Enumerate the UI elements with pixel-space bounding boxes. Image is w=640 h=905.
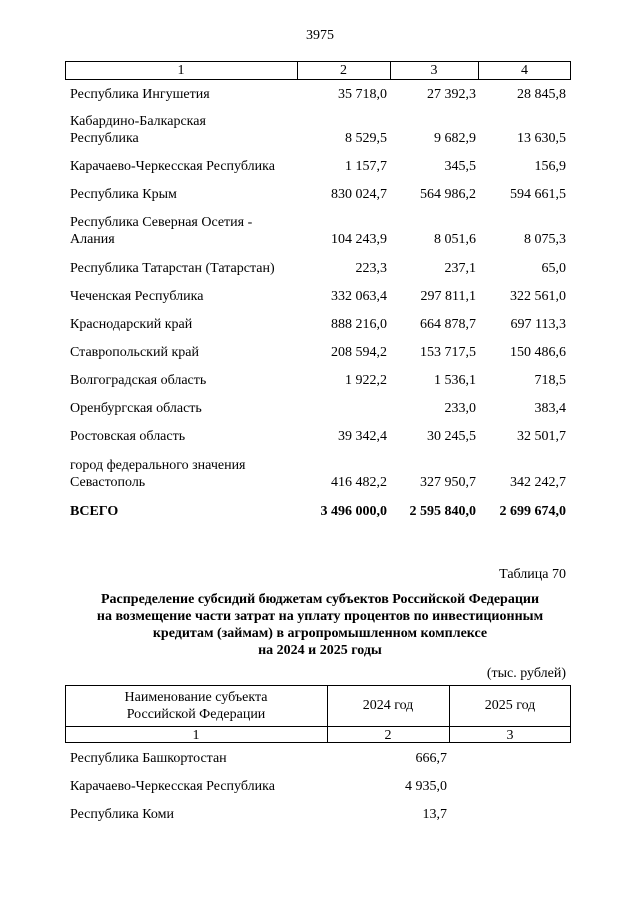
table70-colnum-3: 3 bbox=[506, 728, 514, 743]
region-name-cont: Республика bbox=[70, 131, 139, 146]
value-col3: 9 682,9 bbox=[434, 131, 476, 146]
region-name: город федерального значения bbox=[70, 458, 246, 473]
region-name: Республика Северная Осетия - bbox=[70, 215, 253, 230]
value-col2: 208 594,2 bbox=[331, 345, 387, 360]
table1-colnum-2: 2 bbox=[340, 63, 347, 78]
table-label: Таблица 70 bbox=[499, 567, 566, 582]
total-label: ВСЕГО bbox=[70, 504, 119, 519]
header-col3: 2025 год bbox=[484, 698, 536, 713]
value-col2: 888 216,0 bbox=[331, 317, 387, 332]
title-line: на 2024 и 2025 годы bbox=[258, 643, 382, 658]
title-line: на возмещение части затрат на уплату процентов по инвестиционным bbox=[96, 609, 544, 624]
region-name: Чеченская Республика bbox=[70, 289, 204, 304]
total-col2: 3 496 000,0 bbox=[320, 504, 387, 519]
title-line: Распределение субсидий бюджетам субъектов Российской Федерации bbox=[100, 592, 540, 607]
region-name: Оренбургская область bbox=[70, 401, 202, 416]
page-number: 3975 bbox=[306, 28, 334, 43]
value-col2: 1 922,2 bbox=[345, 373, 387, 388]
value-col4: 13 630,5 bbox=[517, 131, 566, 146]
region-name: Ставропольский край bbox=[70, 345, 199, 360]
total-col3: 2 595 840,0 bbox=[409, 504, 476, 519]
value-col3: 30 245,5 bbox=[427, 429, 476, 444]
region-name-cont: Севастополь bbox=[70, 475, 146, 490]
table1-colnum-1: 1 bbox=[177, 63, 185, 78]
value-col4: 32 501,7 bbox=[517, 429, 566, 444]
value-col2: 223,3 bbox=[355, 261, 387, 276]
value-col4: 718,5 bbox=[534, 373, 566, 388]
value-col2: 8 529,5 bbox=[345, 131, 387, 146]
value-col4: 697 113,3 bbox=[510, 317, 566, 332]
value-col4: 322 561,0 bbox=[510, 289, 566, 304]
value-col3: 1 536,1 bbox=[434, 373, 476, 388]
units-label: (тыс. рублей) bbox=[486, 666, 566, 681]
region-name: Республика Татарстан (Татарстан) bbox=[70, 261, 275, 276]
value-col3: 564 986,2 bbox=[420, 187, 476, 202]
region-name: Республика Башкортостан bbox=[70, 751, 227, 766]
value-col3: 345,5 bbox=[444, 159, 476, 174]
value-col2: 104 243,9 bbox=[331, 232, 387, 247]
total-col4: 2 699 674,0 bbox=[499, 504, 566, 519]
region-name: Карачаево-Черкесская Республика bbox=[70, 159, 275, 174]
region-name: Кабардино-Балкарская bbox=[70, 114, 206, 129]
value-col4: 28 845,8 bbox=[517, 87, 566, 102]
table1-colnum-3: 3 bbox=[430, 63, 438, 78]
value-col4: 383,4 bbox=[534, 401, 566, 416]
value-col4: 342 242,7 bbox=[510, 475, 566, 490]
region-name: Карачаево-Черкесская Республика bbox=[70, 779, 275, 794]
region-name: Республика Ингушетия bbox=[70, 87, 210, 102]
title-line: кредитам (займам) в агропромышленном комплексе bbox=[152, 626, 488, 641]
value-2024: 13,7 bbox=[422, 807, 447, 822]
value-col2: 416 482,2 bbox=[331, 475, 387, 490]
region-name: Волгоградская область bbox=[70, 373, 207, 388]
table1-colnum-4: 4 bbox=[521, 63, 528, 78]
value-2024: 666,7 bbox=[415, 751, 447, 766]
value-col4: 150 486,6 bbox=[510, 345, 566, 360]
value-col2: 1 157,7 bbox=[345, 159, 387, 174]
value-col3: 233,0 bbox=[444, 401, 476, 416]
value-col4: 156,9 bbox=[534, 159, 566, 174]
header-col1-line1: Наименование субъекта bbox=[124, 690, 268, 705]
value-2024: 4 935,0 bbox=[405, 779, 447, 794]
value-col4: 594 661,5 bbox=[510, 187, 566, 202]
value-col3: 297 811,1 bbox=[420, 289, 476, 304]
header-col1-line2: Российской Федерации bbox=[126, 707, 266, 722]
value-col3: 327 950,7 bbox=[420, 475, 476, 490]
value-col4: 65,0 bbox=[541, 261, 566, 276]
header-col2: 2024 год bbox=[362, 698, 414, 713]
region-name: Республика Коми bbox=[70, 807, 174, 822]
value-col3: 664 878,7 bbox=[420, 317, 476, 332]
value-col4: 8 075,3 bbox=[524, 232, 566, 247]
table70-colnum-1: 1 bbox=[192, 728, 200, 743]
region-name-cont: Алания bbox=[70, 232, 115, 247]
region-name: Республика Крым bbox=[70, 187, 177, 202]
region-name: Краснодарский край bbox=[70, 317, 193, 332]
value-col3: 237,1 bbox=[444, 261, 476, 276]
table70-colnum-2: 2 bbox=[384, 728, 392, 743]
value-col3: 153 717,5 bbox=[420, 345, 476, 360]
region-name: Ростовская область bbox=[70, 429, 186, 444]
value-col2: 35 718,0 bbox=[338, 87, 387, 102]
value-col2: 830 024,7 bbox=[331, 187, 387, 202]
value-col3: 27 392,3 bbox=[427, 87, 476, 102]
value-col3: 8 051,6 bbox=[434, 232, 476, 247]
value-col2: 332 063,4 bbox=[331, 289, 387, 304]
value-col2: 39 342,4 bbox=[338, 429, 387, 444]
